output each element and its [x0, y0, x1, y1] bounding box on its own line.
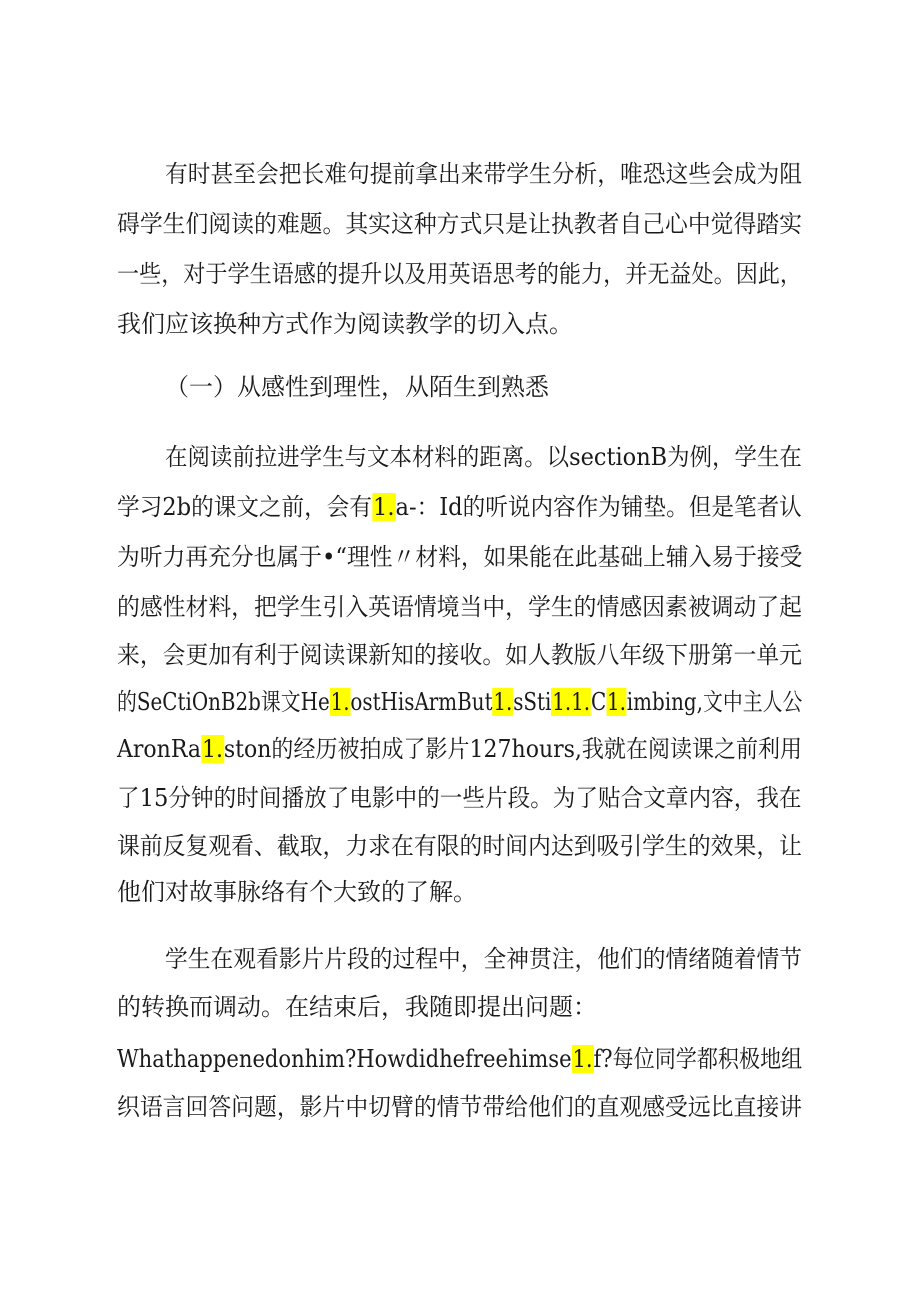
text: 我们应该换种方式作为阅读教学的切入点。 — [117, 310, 573, 338]
text: 一些，对于学生语感的提升以及用英语思考的能力，并无益处。因此， — [117, 260, 803, 288]
text: ston的经历被拍成了影片127hours,我就在阅读课之前利用 — [223, 735, 803, 763]
text: Whathappenedonhim?Howdidhefreehimse — [117, 1045, 572, 1073]
p1-line-4 — [117, 307, 573, 341]
heading-text: （一）从感性到理性，从陌生到熟悉 — [165, 373, 549, 401]
p2-line-3 — [117, 540, 802, 574]
text: 他们对故事脉络有个大致的了解。 — [117, 878, 477, 906]
text: f?每位同学都积极地组 — [593, 1045, 803, 1073]
text: 的SeCtiOnB2b课文He — [117, 688, 330, 716]
text: 来，会更加有利于阅读课新知的接收。如人教版八年级下册第一单元 — [117, 641, 803, 669]
p2-line-8 — [117, 781, 802, 815]
text: C — [590, 688, 607, 716]
text: a-：Id的听说内容作为铺垫。但是笔者认 — [395, 493, 802, 521]
highlighted-text: 1.1. — [552, 688, 591, 716]
text: 了15分钟的时间播放了电影中的一些片段。为了贴合文章内容，我在 — [117, 784, 802, 812]
p2-line-5 — [117, 638, 802, 672]
text: 课前反复观看、截取，力求在有限的时间内达到吸引学生的效果，让 — [117, 832, 803, 860]
text: 的转换而调动。在结束后，我随即提出问题： — [117, 993, 597, 1021]
p3-line-1 — [165, 942, 802, 976]
text: 碍学生们阅读的难题。其实这种方式只是让执教者自己心中觉得踏实 — [117, 210, 803, 238]
text: 学生在观看影片片段的过程中，全神贯注，他们的情绪随着情节 — [165, 945, 802, 973]
p1-line-2 — [117, 207, 802, 241]
text: sSti — [513, 688, 552, 716]
text: 为听力再充分也属于•“理性〃材料，如果能在此基础上辅入易于接受 — [117, 543, 803, 571]
p2-line-1 — [165, 440, 802, 474]
p2-line-7 — [117, 732, 802, 766]
text: 有时甚至会把长难句提前拿出来带学生分析，唯恐这些会成为阻 — [165, 160, 802, 188]
text: imbing,文中主人公 — [626, 688, 803, 716]
highlighted-text: 1. — [372, 493, 395, 521]
highlighted-text: 1. — [330, 688, 350, 716]
highlighted-text: 1. — [607, 688, 626, 716]
p1-line-1 — [165, 157, 802, 191]
p2-line-9 — [117, 829, 802, 863]
text: ostHisArmBut — [350, 688, 493, 716]
p3-line-4 — [117, 1090, 802, 1124]
p2-line-4 — [117, 590, 802, 624]
section-heading — [165, 370, 549, 404]
p2-line-2 — [117, 490, 802, 524]
highlighted-text: 1. — [201, 735, 223, 763]
highlighted-text: 1. — [572, 1045, 593, 1073]
p2-line-10 — [117, 875, 477, 909]
text: 的感性材料，把学生引入英语情境当中，学生的情感因素被调动了起 — [117, 593, 803, 621]
highlighted-text: 1. — [493, 688, 513, 716]
text: 学习2b的课文之前，会有 — [117, 493, 372, 521]
p2-line-6 — [117, 685, 802, 719]
p1-line-3 — [117, 257, 802, 291]
text: AronRa — [117, 735, 202, 763]
p3-line-2 — [117, 990, 597, 1024]
text: 织语言回答问题，影片中切臂的情节带给他们的直观感受远比直接讲 — [117, 1093, 803, 1121]
p3-line-3 — [117, 1042, 802, 1076]
text: 在阅读前拉进学生与文本材料的距离。以sectionB为例，学生在 — [165, 443, 802, 471]
